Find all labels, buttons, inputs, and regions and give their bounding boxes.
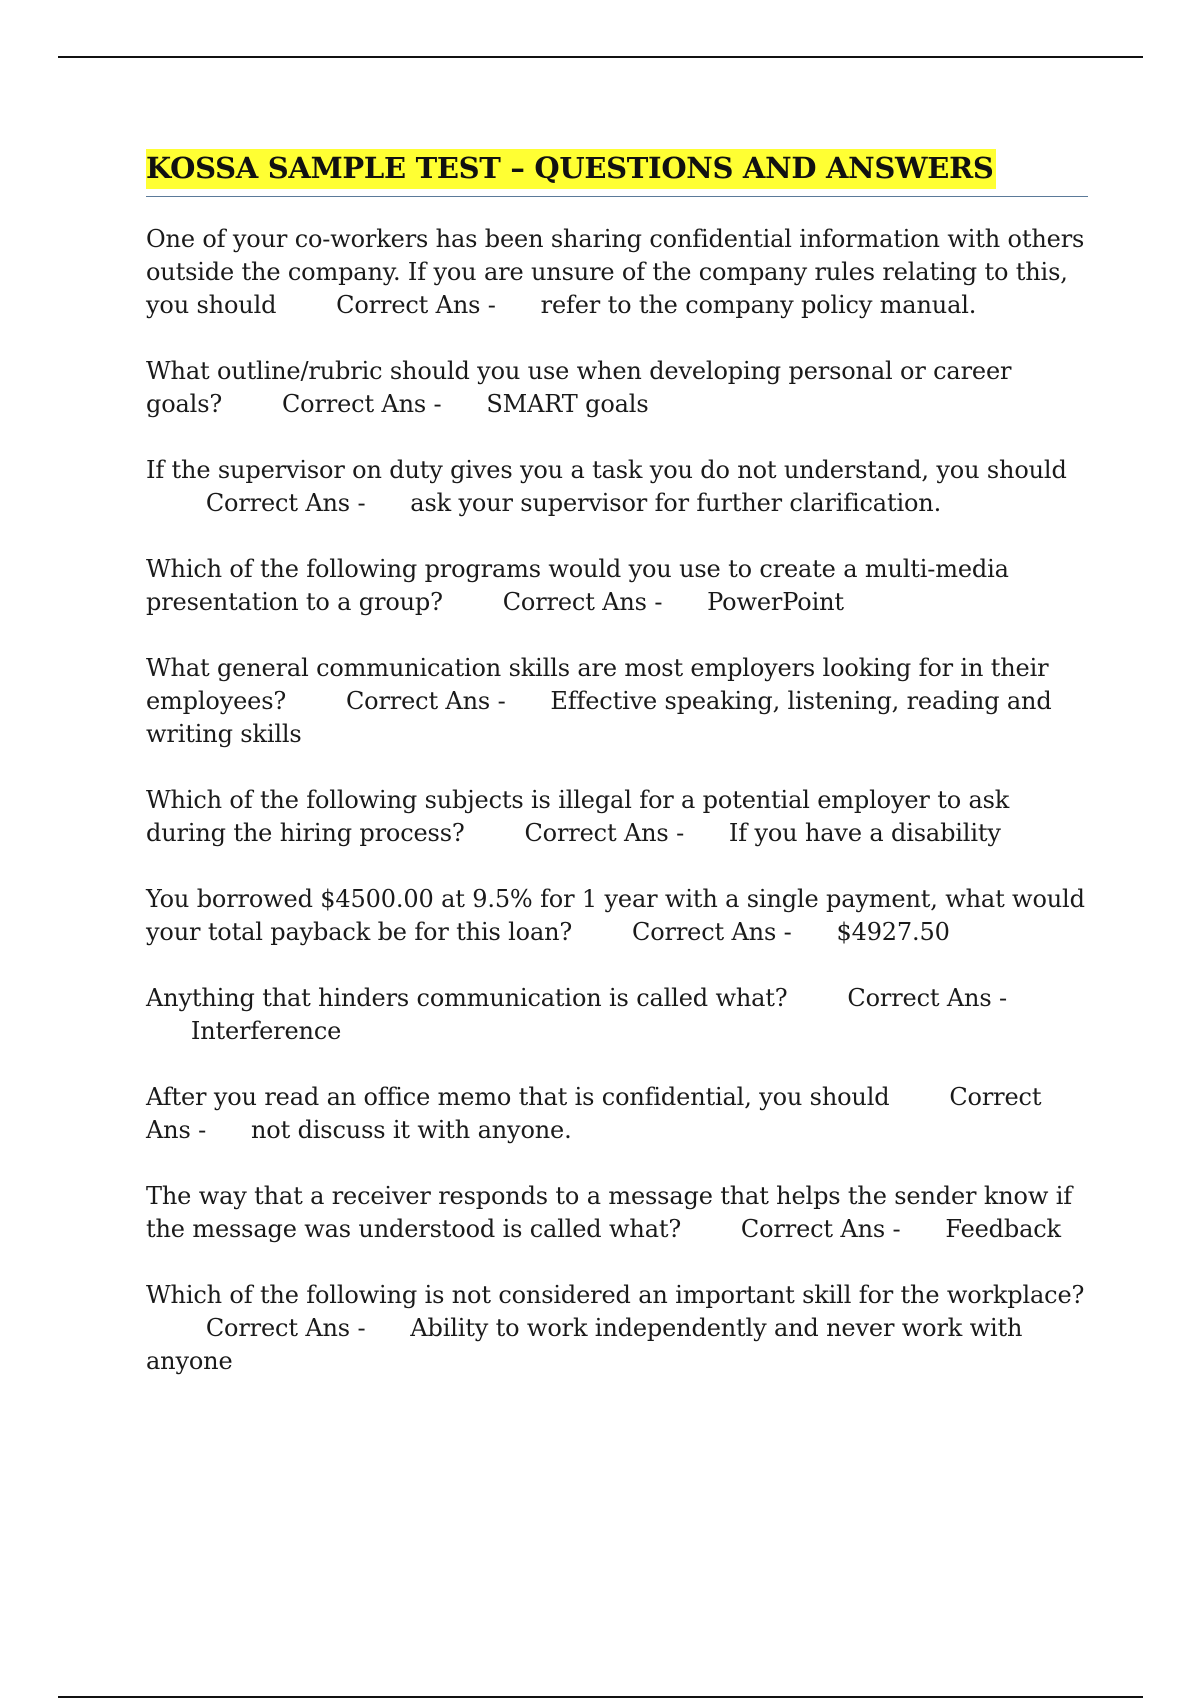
answer-marker: Correct Ans - [205,489,366,517]
question-text: If the supervisor on duty gives you a task you do not understand, you should [146,456,1067,484]
answer-marker: Correct Ans - [336,291,496,319]
answer-text: SMART goals [486,390,649,418]
answer-text: If you have a disability [728,819,1001,847]
answer-marker: Correct Ans - [345,687,506,715]
qa-item-10 [146,1180,1088,1246]
qa-item-2 [146,355,1088,421]
answer-marker: Correct Ans - [205,1314,366,1342]
question-text: What outline/rubric should you use when developing personal or career goals? [146,357,1012,418]
answer-marker: Correct Ans - [502,588,663,616]
qa-item-5 [146,652,1088,751]
qa-item-3 [146,454,1088,520]
bottom-rule [58,1696,1143,1698]
qa-item-11 [146,1279,1088,1378]
answer-text: $4927.50 [836,918,950,946]
question-text: You borrowed $4500.00 at 9.5% for 1 year with a single payment, what would your total payback be for this loan? [146,885,1085,946]
answer-text: not discuss it with anyone. [250,1116,572,1144]
answer-marker: Correct Ans - [524,819,685,847]
question-text: Which of the following subjects is illegal for a potential employer to ask during the hiring process? [146,786,1010,847]
qa-item-1 [146,223,1088,322]
answer-text: Interference [190,1017,342,1045]
answer-text: ask your supervisor for further clarification. [410,489,942,517]
answer-marker: Correct Ans - [281,390,442,418]
answer-text: refer to the company policy manual. [540,291,977,319]
qa-item-6 [146,784,1088,850]
title-block [146,148,1088,197]
question-text: What general communication skills are most employers looking for in their employees? [146,654,1049,715]
answer-marker: Correct Ans - [740,1215,901,1243]
document-body [146,148,1088,1411]
qa-item-4 [146,553,1088,619]
answer-marker: Correct Ans - [847,984,1007,1012]
answer-marker: Correct Ans - [632,918,792,946]
answer-text: Effective speaking, listening, reading and writing skills [146,687,1052,748]
qa-item-8 [146,982,1088,1048]
question-text: Which of the following is not considered an important skill for the workplace? [146,1281,1085,1309]
answer-marker: Correct Ans - [146,1083,1042,1144]
question-text: One of your co-workers has been sharing confidential information with others outside the company. If you are unsure of the company rules relating to this, you should [146,225,1085,319]
top-rule [58,56,1143,58]
qa-item-7 [146,883,1088,949]
document-title: KOSSA SAMPLE TEST – QUESTIONS AND ANSWERS [146,149,996,189]
question-text: The way that a receiver responds to a message that helps the sender know if the message was understood is called what? [146,1182,1072,1243]
question-text: After you read an office memo that is confidential, you should [146,1083,890,1111]
answer-text: Feedback [945,1215,1061,1243]
qa-item-9 [146,1081,1088,1147]
question-text: Anything that hinders communication is called what? [146,984,788,1012]
answer-text: Ability to work independently and never work with anyone [146,1314,1023,1375]
answer-text: PowerPoint [707,588,844,616]
question-text: Which of the following programs would you use to create a multi-media presentation to a group? [146,555,1009,616]
